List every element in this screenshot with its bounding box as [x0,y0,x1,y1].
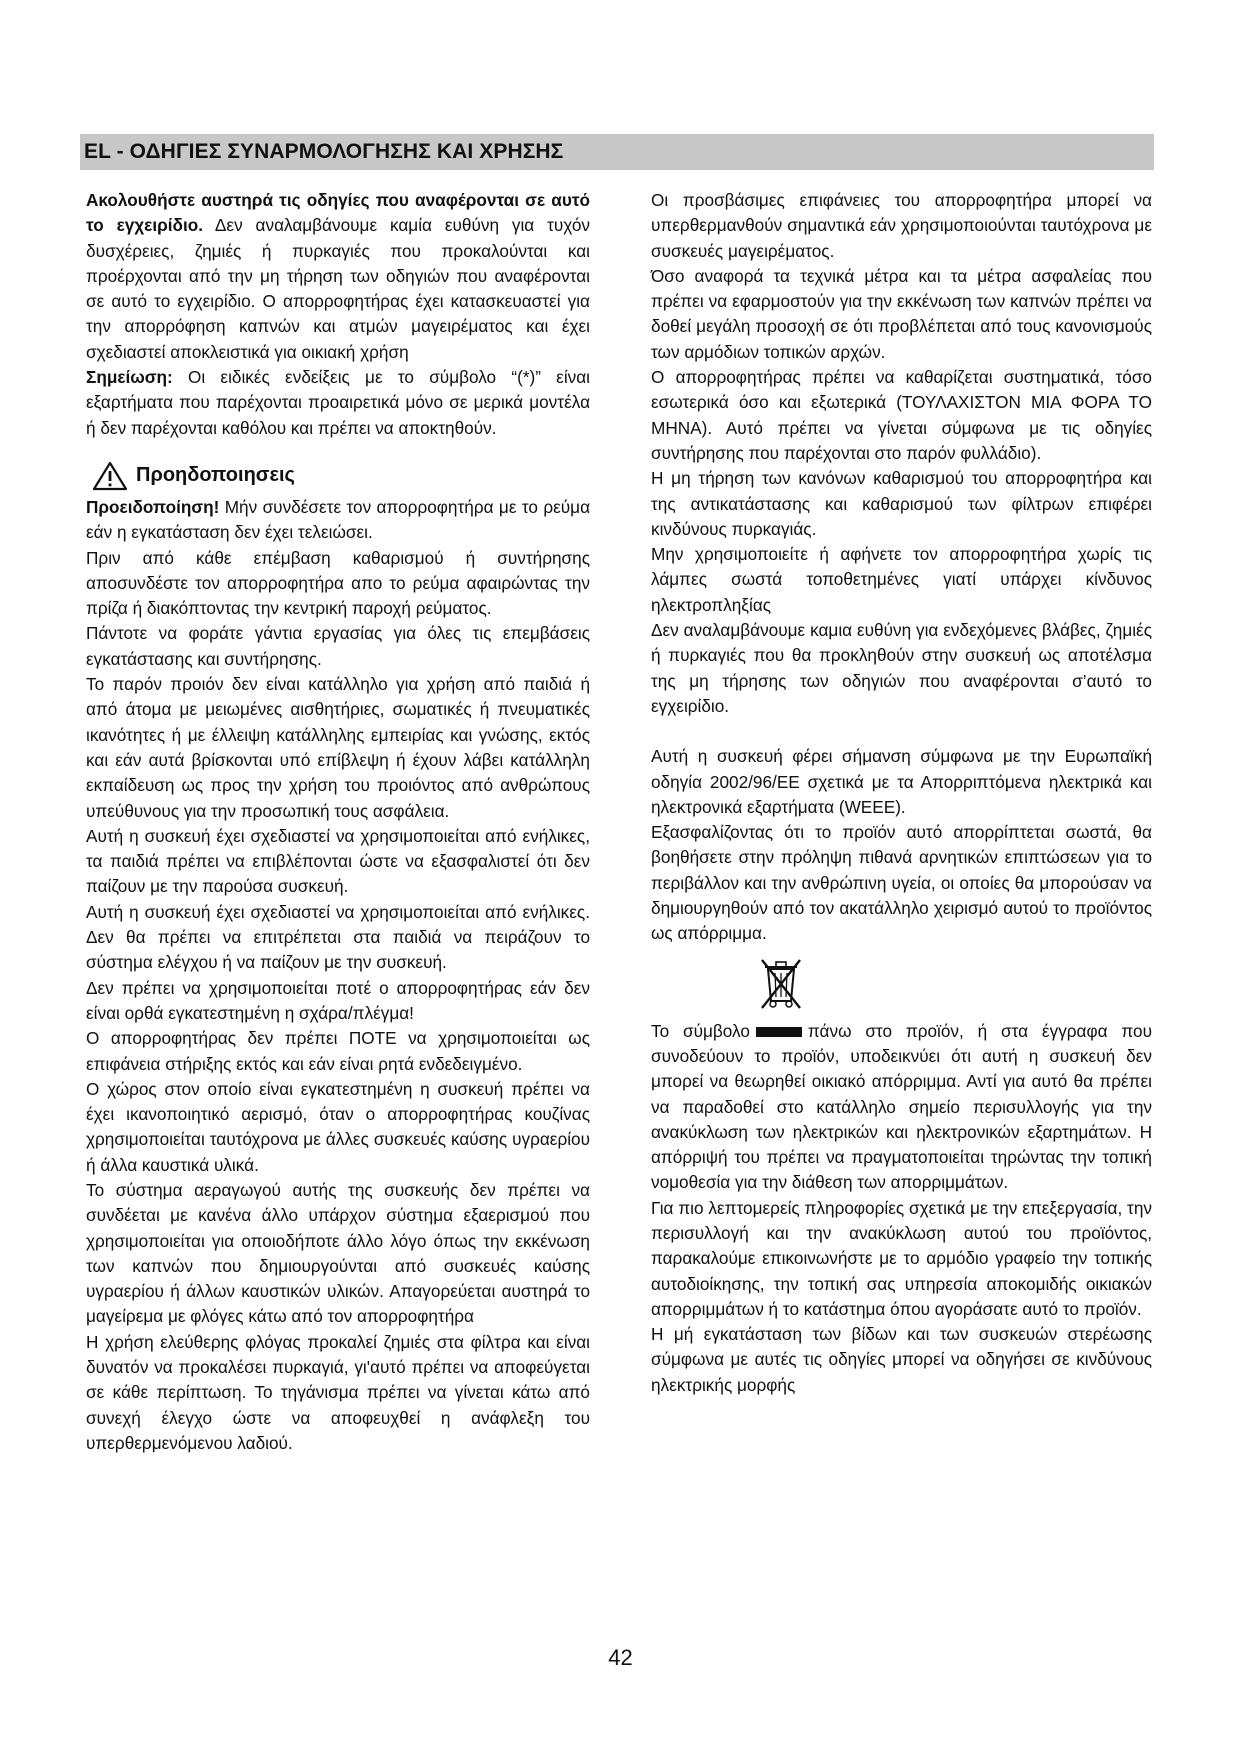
left-paragraph: Το παρόν προιόν δεν είναι κατάλληλο για χρήση από παιδιά ή από άτομα με μειωμένες αισθητήριες, σωματικές ή πνευματικές ικανότητες ή με έλλειψη κατάλληλης εμπειρίας και γνώσης, εκτός και εάν αυτά βρίσκονται υπό επίβλεψη ή έχουν λάβει κατάλληλη εκπαίδευση ως προς την χρήση του προιόντος από ανθρώπους υπεύθυνους για την προσωπική τους ασφάλεια. [86,674,590,821]
spacer [651,719,1152,744]
right-paragraph: Δεν αναλαμβάνουμε καμια ευθύνη για ενδεχόμενες βλάβες, ζημιές ή πυρκαγιές που θα προκληθούν στην συσκευή ως αποτέλσμα της μη τήρησης των οδηγιών που αναφέρονται σ’αυτό το εγχειρίδιο. [651,620,1152,716]
left-paragraph: Πριν από κάθε επέμβαση καθαρισμού ή συντήρησης αποσυνδέστε τον απορροφητήρα απο το ρεύμα αφαιρώντας την πρίζα ή διακόπτοντας την κεντρική παροχή ρεύματος. [86,547,590,619]
left-paragraph: Το σύστημα αεραγωγού αυτής της συσκευής δεν πρέπει να συνδέεται με κανένα άλλο υπάρχον σύστημα εξαερισμού που χρησιμοποιείται για οποιοδήποτε άλλο λόγο όπως την εκκένωση των καπνών που δημιουργούνται από συσκευές καύσης υγραερίου ή άλλων καυστικών υλικών. Απαγορεύεται αυστηρά το μαγείρεμα με φλόγες κάτω από τον απορροφητήρα [86,1179,590,1327]
warning-paragraph [86,495,590,546]
left-column [86,188,590,1456]
note-label: Σημείωση: [86,367,173,388]
warning-text: Μήν συνδέσετε τον απορροφητήρα με το ρεύμα εάν η εγκατάσταση δεν έχει τελειώσει. [86,496,590,543]
note-text: Οι ειδικές ενδείξεις με το σύμβολο “(*)” είναι εξαρτήματα που παρέχονται προαιρετικά μόνο σε μερικά μοντέλα ή δεν παρέχονται καθόλου και πρέπει να αποκτηθούν. [86,367,590,438]
warnings-heading [86,459,590,493]
note-paragraph [86,365,590,441]
right-paragraph: Όσο αναφορά τα τεχνικά μέτρα και τα μέτρα ασφαλείας που πρέπει να εφαρμοστούν για την εκκένωση των καπνών πρέπει να δοθεί μεγάλη προσοχή σε ότι προβλέπεται από τους κανονισμούς των αρμόδιων τοπικών αρχών. [651,265,1152,362]
right-column [651,188,1152,1398]
intro-bold: Ακολουθήστε αυστηρά τις οδηγίες που αναφέρονται σε αυτό το εγχειρίδιο. [86,190,590,236]
weee-paragraph: Εξασφαλίζοντας ότι το προϊόν αυτό απορρίπτεται σωστά, θα βοηθήσετε στην πρόληψη πιθανά αρνητικών επιπτώσεων για το περιβάλλον και την ανθρώπινη υγεία, οι οποίες θα μπορούσαν να δημιουργηθούν από τον ακατάλληλο χειρισμό αυτού το προϊόντος ως απόρριμμα. [651,822,1152,944]
right-paragraph: Ο απορροφητήρας πρέπει να καθαρίζεται συστηματικά, τόσο εσωτερικά όσο και εξωτερικά (ΤΟΥΛΑΧΙΣΤΟΝ ΜΙΑ ΦΟΡΑ ΤΟ ΜΗΝΑ). Αυτό πρέπει να γίνεται σύμφωνα με τις οδηγίες συντήρησης που παρέχονται στο παρόν φυλλάδιο). [651,367,1152,463]
section-title: EL - ΟΔΗΓΙΕΣ ΣΥΝΑΡΜΟΛΟΓΗΣΗΣ ΚΑΙ ΧΡΗΣΗΣ [84,140,564,163]
left-paragraph: Αυτή η συσκευή έχει σχεδιαστεί να χρησιμοποιείται από ενήλικες, τα παιδιά πρέπει να επιβλέπονται ώστε να εξασφαλιστεί ότι δεν παίζουν με την παρούσα συσκευή. [86,825,590,897]
warning-triangle-icon [92,461,128,491]
left-paragraph: Ο χώρος στον οποίο είναι εγκατεστημένη η συσκευή πρέπει να έχει ικανοποιητικό αερισμό, όταν ο απορροφητήρας κουζίνας χρησιμοποιείται ταυτόχρονα με άλλες συσκευές καύσης υγραερίου ή άλλα καυστικά υλικά. [86,1078,590,1175]
final-paragraph: Για πιο λεπτομερείς πληροφορίες σχετικά με την επεξεργασία, την περισυλλογή και την ανακύκλωση αυτού του προϊόντος, παρακαλούμε επικοινωνήστε με το αρμόδιο γραφείο την τοπικής αυτοδιοίκησης, την τοπική σας υπηρεσία αποκομιδής οικιακών απορριμμάτων ή το κατάστημα όπου αγοράσατε αυτό το προϊόν. [651,1197,1152,1319]
warnings-title: Προηδοποιησεις [136,464,295,487]
left-paragraph: Η χρήση ελεύθερης φλόγας προκαλεί ζημιές στα φίλτρα και είναι δυνατόν να προκαλέσει πυρκαγιά, γι'αυτό πρέπει να αποφεύγεται σε κάθε περίπτωση. Το τηγάνισμα πρέπει να γίνεται κάτω από συνεχή έλεγχο ώστε να αποφευχθεί η ανάφλεξη του υπερθερμενόμενου λαδιού. [86,1331,590,1453]
symbol-prefix: Το σύμβολο [651,1020,750,1041]
left-paragraph: Δεν πρέπει να χρησιμοποιείται ποτέ ο απορροφητήρας εάν δεν είναι ορθά εγκατεστημένη η σχάρα/πλέγμα! [86,977,590,1023]
section-header-bar [80,134,1154,170]
right-paragraph: Οι προσβάσιμες επιφάνειες του απορροφητήρα μπορεί να υπερθερμανθούν σημαντικά εάν χρησιμοποιούνται ταυτόχρονα με συσκευές μαγειρέματος. [651,190,1152,261]
symbol-paragraph [651,1019,1152,1196]
warning-label: Προειδοποίηση! [86,496,220,517]
intro-paragraph [86,188,590,365]
weee-paragraph: Αυτή η συσκευή φέρει σήμανση σύμφωνα με την Ευρωπαϊκή οδηγία 2002/96/ΕΕ σχετικά με τα Απορριπτόμενα ηλεκτρικά και ηλεκτρονικά εξαρτήματα (WEEE). [651,746,1152,817]
final-paragraph: Η μή εγκατάσταση των βίδων και των συσκευών στερέωσης σύμφωνα με αυτές τις οδηγίες μπορεί να οδηγήσει σε κινδύνους ηλεκτρικής μορφής [651,1324,1152,1395]
right-paragraph: Μην χρησιμοποιείτε ή αφήνετε τον απορροφητήρα χωρίς τις λάμπες σωστά τοποθετημένες γιατί υπάρχει κίνδυνος ηλεκτροπληξίας [651,544,1152,615]
left-paragraph: Ο απορροφητήρας δεν πρέπει ΠΟΤΕ να χρησιμοποιείται ως επιφάνεια στήριξης εκτός και εάν είναι ρητά ενδεδειγμένο. [86,1028,590,1074]
crossed-out-bin-icon [759,957,803,1011]
left-paragraph: Πάντοτε να φοράτε γάντια εργασίας για όλες τις επεμβάσεις εγκατάστασης και συντήρησης. [86,623,590,669]
black-bar-symbol [756,1027,802,1037]
left-paragraph: Αυτή η συσκευή έχει σχεδιαστεί να χρησιμοποιείται από ενήλικες. Δεν θα πρέπει να επιτρέπεται στα παιδιά να πειράζουν το σύστημα ελέγχου ή να παίζουν με την συσκευή. [86,901,590,973]
intro-text: Δεν αναλαμβάνουμε καμία ευθύνη για τυχόν δυσχέρειες, ζημιές ή πυρκαγιές που προκαλούνται και προέρχονται από την μη τήρηση των οδηγιών που αναφέρονται σε αυτό το εγχειρίδιο. Ο απορροφητήρας έχει κατασκευαστεί για την απορρόφηση καπνών και ατμών μαγειρέματος και έχει σχεδιαστεί αποκλειστικά για οικιακή χρήση [86,215,591,362]
right-paragraph: Η μη τήρηση των κανόνων καθαρισμού του απορροφητήρα και της αντικατάστασης και καθαρισμού των φίλτρων επιφέρει κινδύνους πυρκαγιάς. [651,468,1152,539]
page-number: 42 [608,1645,633,1670]
weee-symbol-area [651,947,1152,1019]
symbol-text: πάνω στο προϊόν, ή στα έγγραφα που συνοδεύουν το προϊόν, υποδεικνύει ότι αυτή η συσκευή δεν μπορεί να θεωρηθεί οικιακό απόρριμμα. Αντί για αυτό θα πρέπει να παραδοθεί στο κατάλληλο σημείο περισυλλογής για την ανακύκλωση των ηλεκτρικών και ηλεκτρονικών εξαρτημάτων. Η απόρριψή του πρέπει να πραγματοποιείται τηρώντας την τοπική νομοθεσία για την διάθεση των απορριμμάτων. [651,1020,1152,1193]
